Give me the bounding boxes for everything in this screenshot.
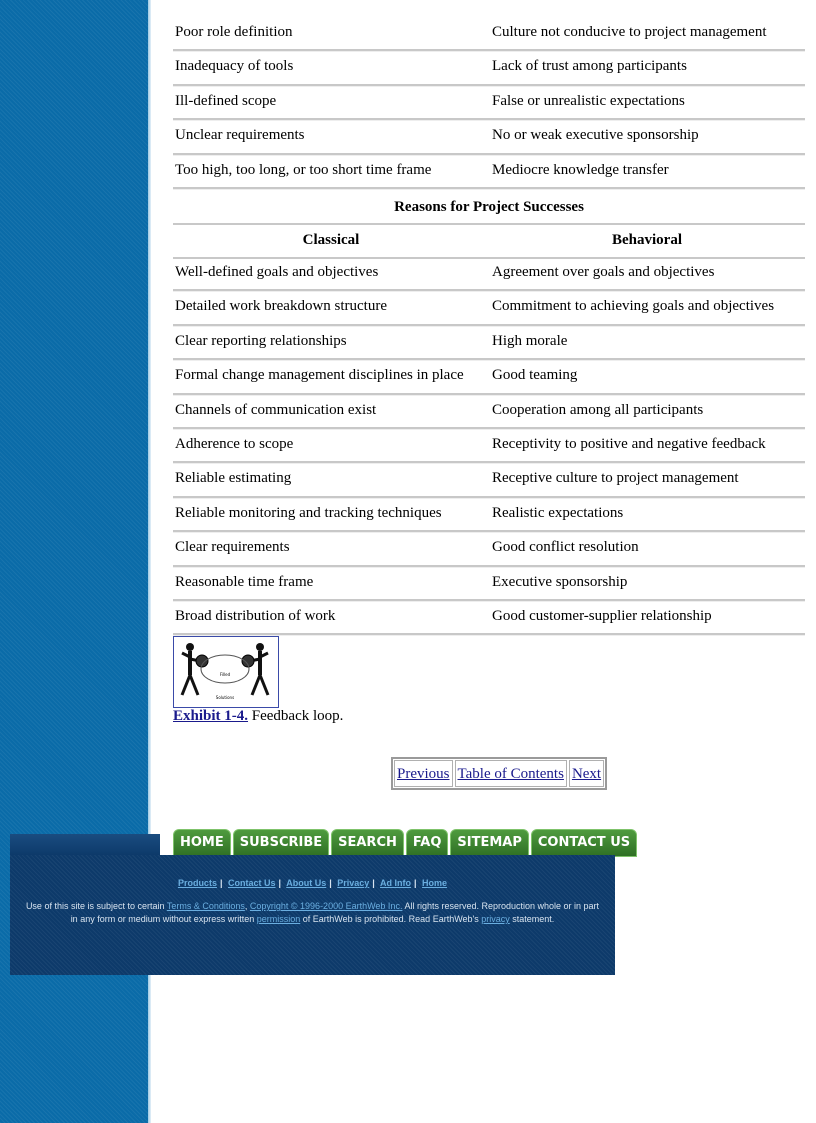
thumb-text-solutions: Solutions — [215, 695, 235, 700]
next-link[interactable]: Next — [569, 760, 604, 787]
footer-link-about[interactable]: About Us — [286, 878, 327, 888]
footer-link-contact[interactable]: Contact Us — [228, 878, 276, 888]
classical-cell: Well-defined goals and objectives — [175, 264, 379, 280]
classical-cell: Poor role definition — [175, 24, 293, 40]
footer-link-home[interactable]: Home — [422, 878, 448, 888]
behavioral-cell: Receptive culture to project management — [492, 470, 739, 487]
table-row — [173, 532, 805, 566]
legal-text: Use of this site is subject to certain Terms & Conditions, Copyright © 1996-2000 EarthWeb Inc. All rights reserved. Reproduction whole or in part in any form or medium without express written permission of EarthWeb is prohibited. Read EarthWeb's privacy statement. — [25, 901, 600, 924]
exhibit-thumbnail[interactable] — [173, 636, 279, 708]
table-row — [173, 86, 805, 120]
pager — [391, 757, 607, 790]
behavioral-cell: Mediocre knowledge transfer — [492, 161, 669, 178]
behavioral-cell: Cooperation among all participants — [492, 401, 704, 418]
toc-link[interactable]: Table of Contents — [455, 760, 567, 787]
nav-contact-us[interactable]: CONTACT US — [531, 829, 637, 857]
table-row — [173, 257, 805, 291]
header-classical: Classical — [302, 232, 360, 248]
previous-link[interactable]: Previous — [394, 760, 453, 787]
footer-strip — [10, 834, 160, 855]
thumb-text-filled: Filled — [219, 672, 231, 677]
classical-cell: Reasonable time frame — [175, 573, 314, 590]
classical-cell: Reliable monitoring and tracking techniques — [175, 504, 442, 521]
classical-cell: Channels of communication exist — [175, 401, 377, 418]
footer-links: Products | Contact Us | About Us | Privacy | Ad Info | Home — [177, 878, 448, 888]
privacy-statement-link[interactable]: privacy — [481, 914, 510, 924]
table-row — [173, 360, 805, 394]
footer-link-adinfo[interactable]: Ad Info — [380, 878, 411, 888]
behavioral-cell: Agreement over goals and objectives — [492, 264, 715, 280]
behavioral-cell: False or unrealistic expectations — [492, 92, 685, 109]
behavioral-cell: Commitment to achieving goals and objectives — [492, 298, 775, 315]
classical-cell: Clear requirements — [175, 539, 290, 556]
classical-cell: Adherence to scope — [175, 435, 294, 452]
table-row — [173, 326, 805, 360]
behavioral-cell: Good teaming — [492, 367, 578, 384]
classical-cell: Too high, too long, or too short time frame — [175, 161, 432, 178]
exhibit-link[interactable]: Exhibit 1-4. — [173, 708, 249, 724]
permission-link[interactable]: permission — [256, 914, 301, 924]
nav-home[interactable]: HOME — [173, 829, 231, 857]
classical-cell: Broad distribution of work — [175, 607, 336, 624]
copyright-link[interactable]: Copyright © 1996-2000 EarthWeb Inc. — [249, 901, 403, 911]
table-row — [173, 51, 805, 85]
failures-table — [173, 17, 805, 189]
nav-subscribe[interactable]: SUBSCRIBE — [233, 829, 329, 857]
behavioral-cell: Realistic expectations — [492, 504, 624, 521]
table-row — [173, 120, 805, 154]
table-row — [173, 567, 805, 601]
site-footer — [10, 855, 615, 975]
terms-link[interactable]: Terms & Conditions — [166, 901, 245, 911]
behavioral-cell: Receptivity to positive and negative feedback — [492, 435, 766, 452]
behavioral-cell: Good conflict resolution — [492, 539, 639, 556]
behavioral-cell: Good customer-supplier relationship — [492, 607, 712, 624]
successes-table — [173, 257, 805, 635]
successes-table-header — [173, 223, 805, 259]
classical-cell: Detailed work breakdown structure — [175, 298, 388, 315]
classical-cell: Reliable estimating — [175, 470, 292, 487]
behavioral-cell: No or weak executive sponsorship — [492, 127, 699, 144]
classical-cell: Unclear requirements — [175, 127, 305, 144]
behavioral-cell: Lack of trust among participants — [492, 58, 687, 75]
table-row — [173, 17, 805, 51]
nav-faq[interactable]: FAQ — [406, 829, 449, 857]
classical-cell: Clear reporting relationships — [175, 332, 347, 349]
nav-search[interactable]: SEARCH — [331, 829, 404, 857]
footer-link-products[interactable]: Products — [177, 878, 217, 888]
behavioral-cell: High morale — [492, 332, 568, 349]
behavioral-cell: Culture not conducive to project management — [492, 24, 767, 40]
figure-caption — [173, 708, 343, 725]
successes-table-caption: Reasons for Project Successes — [394, 199, 584, 215]
table-row — [173, 601, 805, 635]
header-behavioral: Behavioral — [612, 232, 682, 248]
site-navbar — [173, 829, 637, 855]
table-row — [173, 463, 805, 497]
behavioral-cell: Executive sponsorship — [492, 573, 628, 590]
table-row — [173, 498, 805, 532]
figure-caption-text: Feedback loop. — [251, 708, 344, 724]
table-row — [173, 291, 805, 325]
table-row — [173, 155, 805, 189]
feedback-loop-illustration — [174, 637, 278, 707]
classical-cell: Ill-defined scope — [175, 92, 277, 109]
table-row — [173, 429, 805, 463]
classical-cell: Inadequacy of tools — [175, 58, 294, 75]
classical-cell: Formal change management disciplines in place — [175, 367, 464, 384]
table-row — [173, 395, 805, 429]
nav-sitemap[interactable]: SITEMAP — [450, 829, 528, 857]
footer-link-privacy[interactable]: Privacy — [337, 878, 370, 888]
